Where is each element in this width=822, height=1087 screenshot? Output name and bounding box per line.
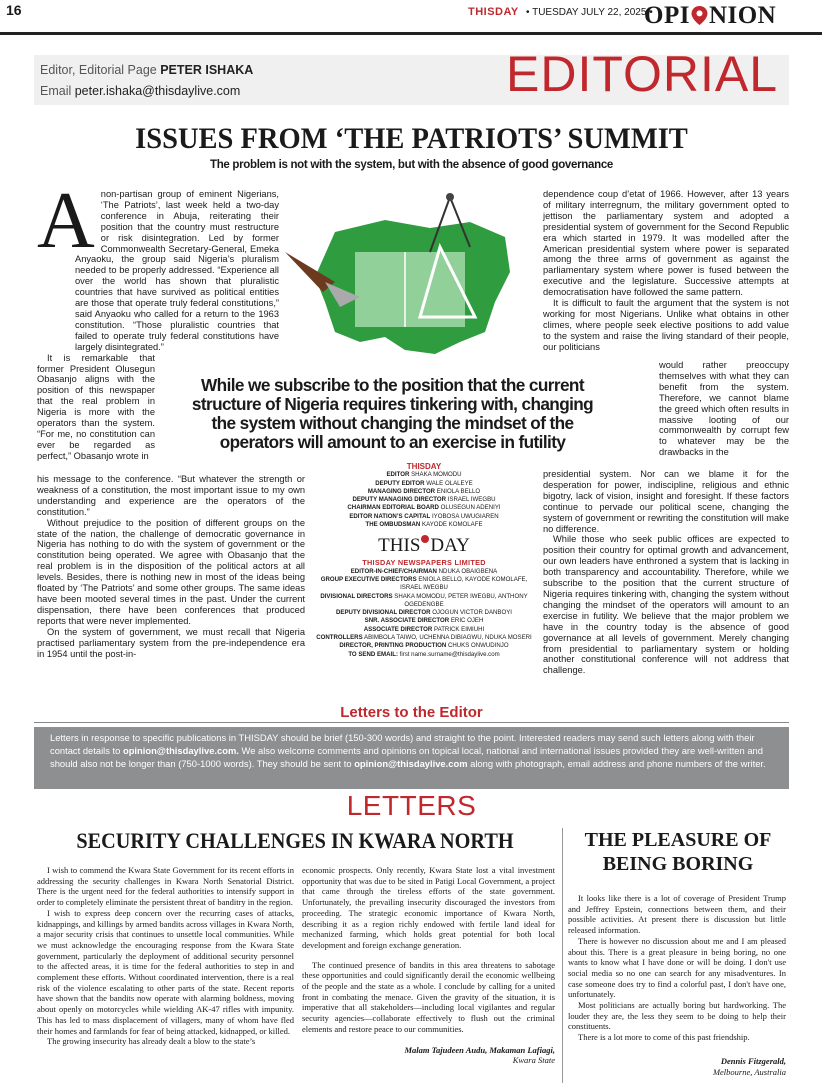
letter-paragraph: It looks like there is a lot of coverage of President Trump and Jeffrey Epstein, connections between them, and their possible activities. At present there is discussion but little released information. <box>568 893 786 936</box>
map-pin-icon <box>691 4 708 23</box>
logo-mark-icon <box>421 535 429 543</box>
masthead-row: THE OMBUDSMAN KAYODE KOMOLAFE <box>365 521 483 529</box>
masthead-title: THISDAY <box>406 462 442 471</box>
editorial-paragraph: It is remarkable that former President Olusegun Obasanjo aligns with the position of this newspaper that the real problem in Nigeria is more with the operators than the system. “For me, no constitution can ever be regarded as perfect,” Obasanjo wrote in <box>37 352 155 461</box>
masthead-row: DEPUTY DIVISIONAL DIRECTOR OJOGUN VICTOR DANBOYI <box>336 609 512 617</box>
letter-1-location: Kwara State <box>512 1055 555 1066</box>
letters-email-link-1[interactable]: opinion@thisdaylive.com. <box>122 745 239 756</box>
editorial-pullquote: While we subscribe to the position that the current structure of Nigeria requires tinkering with, changing the system without changing the mindset of the operators will amount to an exercise in futility <box>191 375 594 452</box>
editorial-paragraph: It is difficult to fault the argument that the system is not working for most Nigerians. Unlike what obtains in other climes, where people seek elective positions to add value to the system and raise the living standard of their people, our politicians <box>543 298 789 352</box>
letter-2-location: Melbourne, Australia <box>712 1066 786 1077</box>
letter-paragraph: The continued presence of bandits in this area threatens to sabotage these opportunities and could significantly derail the economic wellbeing of the people and the state as a whole. I conclude by calling for a united front in combating the menace. Given the gravity of the situation, it is imperative that all stakeholders—including local vigilantes and regular security agencies—collaborate effectively to flush out the criminal elements and restore peace to our communities. <box>302 959 555 1034</box>
editor-label: Editor, Editorial Page <box>40 63 161 77</box>
letter-paragraph: The growing insecurity has already dealt a blow to the state’s <box>47 1036 256 1047</box>
letters-email-link-2[interactable]: opinion@thisdaylive.com <box>354 758 468 769</box>
editorial-paragraph: While those who seek public offices are expected to position their country for optimal growth and advancement, our own leaders have enthroned a system that is lacking in both transparency and accountability. Therefore, while we subscribe to the position that the current structure of Nigeria requires tinkering with, changing the system without changing the mindset of the operators will amount to an exercise in futility. We believe that the major problem we have in the country today is the absence of good governance at all levels of government. Merely changing from presidential to parliamentary system or holding another constitutional conference will not address that challenge. <box>543 534 789 676</box>
editorial-paragraph: Without prejudice to the position of different groups on the state of the nation, the challenge of democratic governance in Nigeria has nothing to do with the system of government or the constitution being operated. We agree with Obasanjo that the real problem is in the disposition of the political actors at all levels. Besides, there is nothing new in most of the ideas being floated by ‘The Patriots’ and some other groups. The same ideas have been mooted several times in the past. Under the current dispensation, there have been conferences that produced reports that were never implemented. <box>37 517 305 626</box>
masthead-row: SNR. ASSOCIATE DIRECTOR ERIC OJEH <box>364 617 484 625</box>
editor-name: PETER ISHAKA <box>160 63 254 77</box>
letters-title: Letters to the Editor <box>340 704 483 721</box>
section-title <box>644 2 776 30</box>
letters-column-divider <box>562 828 563 1083</box>
editorial-paragraph: dependence coup d’etat of 1966. However, after 13 years of military interregnum, the military government opted to jettison the parliamentary system and adopted a presidential system of government for the Second Republic era which started in 1979. It was modelled after the American presidential system where power is separated among the three arms of government as against the parliamentary system where power is fused between the executive and the legislature. Successive attempts at democratisation have followed the same pattern. <box>543 189 789 298</box>
letter-1-col-2 <box>302 865 555 1066</box>
nigeria-map-illustration <box>265 192 535 362</box>
editorial-col-3-narrow <box>659 360 789 458</box>
thisday-logo: THIS DAY <box>378 535 470 557</box>
letter-2-signature <box>568 1056 786 1077</box>
letters-info-box <box>34 727 789 789</box>
editor-email-link[interactable]: peter.ishaka@thisdaylive.com <box>74 84 241 98</box>
letter-2-body <box>568 893 786 1077</box>
letter-1-signature <box>302 1045 555 1066</box>
editorial-paragraph: non-partisan group of eminent Nigerians, ‘The Patriots’, last week held a two-day conference in Abuja, reiterating their position that the country must restructure or risk disintegration. Led by former Commonwealth Secretary-General, Emeka Anyaoku, the group said Nigeria’s pluralism needed to be properly addressed. “Experience all over the world has shown that pluralistic countries that have survived as political entities are those that operate truly federal constitutions,” said Anyaoku who called for a return to the 1963 constitution. “Those pluralistic countries that failed to operate truly federal constitutions have largely disintegrated.” <box>75 189 279 352</box>
masthead-row: ASSOCIATE DIRECTOR PATRICK EIMIUHI <box>363 625 485 633</box>
masthead-row: MANAGING DIRECTOR ENIOLA BELLO <box>367 487 481 495</box>
contact-email-link[interactable]: first name.surname@thisdaylive.com <box>399 650 500 658</box>
masthead-row: EDITOR SHAKA MOMODU <box>386 471 462 479</box>
masthead-staff-list <box>312 471 536 529</box>
letter-1-author: Malam Tajudeen Audu, Makaman Lafiagi, <box>404 1044 555 1055</box>
masthead-row: DEPUTY EDITOR WALE OLALEYE <box>375 479 473 487</box>
letter-paragraph: I wish to express deep concern over the recurring cases of attacks, kidnappings, and killings by armed bandits across villages in Kwara North, a major security crisis that continues to unsettle local communities. While we must acknowledge the encouraging response from the Kwara State government, particularly the deployment of additional security personnel to the affected areas, it is time for the federal authorities to step in and complement these efforts. Without coordinated intervention, there is a real risk of the violence escalating to other parts of the state. Recent reports have shown that the bandits now operate with alarming boldness, moving about openly on motorcycles while wielding AK-47 rifles with impunity. This has led to mass displacement of villagers, many of whom have fled their homes and farmlands for fear of being attacked, kidnapped, or killed. <box>37 907 294 1036</box>
section-title-post: NION <box>708 2 777 29</box>
email-line <box>40 84 240 98</box>
editor-info-box <box>34 46 789 105</box>
page-number: 16 <box>6 2 22 18</box>
section-title-pre: OPI <box>644 2 690 29</box>
masthead-row: CONTROLLERS ABIMBOLA TAIWO, UCHENNA DIBIAGWU, NDUKA MOSERI <box>316 634 532 642</box>
editorial-col-3-lower <box>543 469 789 676</box>
drop-cap: A <box>37 177 95 265</box>
page-header <box>0 0 822 40</box>
letters-info-text-b: We also welcome comments and opinions on topical local, national and international issues provided they are well-written and should also not be longer than (750-1000 words). They should be sent to <box>50 745 763 769</box>
masthead-row: GROUP EXECUTIVE DIRECTORS ENIOLA BELLO, KAYODE KOMOLAFE, ISRAEL IWEGBU <box>320 575 528 592</box>
group-staff-list <box>312 568 536 659</box>
letter-paragraph: There is however no discussion about me and I am pleased about this. There is a great pleasure in being boring, no one wants to know what I have done or will be doing. I don't use social media so no one can search for any misadventures. In case someone does try to find a colorful past, I don't have one, unfortunately. <box>568 935 786 1000</box>
letter-paragraph: Most politicians are actually boring but hardworking. The louder they are, the less they seem to be doing to help their constituents. <box>568 1000 786 1032</box>
editorial-banner: EDITORIAL <box>506 46 779 102</box>
masthead-row: TO SEND EMAIL: first name.surname@thisdaylive.com <box>348 650 500 658</box>
masthead-row: EDITOR-IN-CHIEF/CHAIRMAN NDUKA OBAIGBENA <box>350 567 498 575</box>
letter-paragraph: economic prospects. Only recently, Kwara State lost a vital investment opportunity that was due to be sited in Patigi Local Government, a project that came through the tireless efforts of the state government. Unfortunately, the prevailing insecurity discouraged the investors from proceeding. The strategic economic importance of Kwara North, describing it as a region richly endowed with fertile land ideal for mechanized farming, which holds great potential for both local development and foreign exchange generation. <box>302 865 555 950</box>
group-title: THISDAY NEWSPAPERS LIMITED <box>362 558 486 568</box>
letters-info-text-a: Letters in response to specific publications in THISDAY should be brief (150-300 words) and straight to the point. Interested readers may send such letters along with their contact details to <box>50 732 755 756</box>
masthead-row: CHAIRMAN EDITORIAL BOARD OLUSEGUN ADENIYI <box>347 504 501 512</box>
editor-line <box>40 63 253 77</box>
editorial-headline: ISSUES FROM ‘THE PATRIOTS’ SUMMIT <box>135 122 688 155</box>
masthead <box>312 463 536 659</box>
letters-banner: LETTERS <box>346 790 477 821</box>
email-label: Email <box>40 84 75 98</box>
letter-2-headline: THE PLEASURE OF BEING BORING <box>584 829 772 875</box>
letter-2-author: Dennis Fitzgerald, <box>720 1055 786 1066</box>
masthead-row: DEPUTY MANAGING DIRECTOR ISRAEL IWEGBU <box>352 496 496 504</box>
brand-name: THISDAY <box>468 6 519 18</box>
letter-paragraph: There is a lot more to come of this past friendship. <box>578 1032 750 1043</box>
letter-1-headline: SECURITY CHALLENGES IN KWARA NORTH <box>76 828 514 853</box>
editorial-subhead: The problem is not with the system, but with the absence of good governance <box>209 159 614 171</box>
editorial-paragraph: would rather preoccupy themselves with what they can benefit from the system. Therefore, we cannot blame the greed which often results in massive looting of our commonwealth by corrupt few to whatever may be the drawbacks in the <box>659 360 789 458</box>
masthead-row: DIRECTOR, PRINTING PRODUCTION CHUKS ONWUDINJO <box>339 642 509 650</box>
masthead-row: EDITOR NATION’S CAPITAL IYOBOSA UWUGIAREN <box>349 512 499 520</box>
issue-date: • TUESDAY JULY 22, 2025 • <box>526 7 653 18</box>
editorial-paragraph: presidential system. Nor can we blame it for the desperation for power, indiscipline, religious and ethnic bigotry, lack of vision, insight and foresight. If these factors continue to pervade our political scene, changing the system of government or rewriting the constitution will make no difference. <box>543 469 789 534</box>
editorial-col-3 <box>543 189 789 353</box>
masthead-row: DIVISIONAL DIRECTORS SHAKA MOMODU, PETER IWEGBU, ANTHONY OGEDENGBE <box>320 592 528 608</box>
header-rule <box>0 32 822 35</box>
letter-1-col-1 <box>37 865 294 1047</box>
editorial-paragraph: his message to the conference. “But whatever the strength or weakness of a constitution, the most important issue to my own understanding and experience are the operators of the constitution.” <box>37 474 305 517</box>
letters-info-text-c: along with photograph, email address and phone numbers of the writer. <box>467 758 766 769</box>
editorial-paragraph: On the system of government, we must recall that Nigeria practised parliamentary system from the pre-independence era in 1954 until the post-in- <box>37 626 305 659</box>
letters-rule <box>34 722 789 723</box>
editorial-col-1-lower <box>37 474 305 659</box>
letter-paragraph: I wish to commend the Kwara State Government for its recent efforts in addressing the security challenges in Kwara North Senatorial District. There is the urgent need for the federal authorities to intensify support in order to completely eliminate the persistent threat of banditry in the region. <box>37 865 294 908</box>
